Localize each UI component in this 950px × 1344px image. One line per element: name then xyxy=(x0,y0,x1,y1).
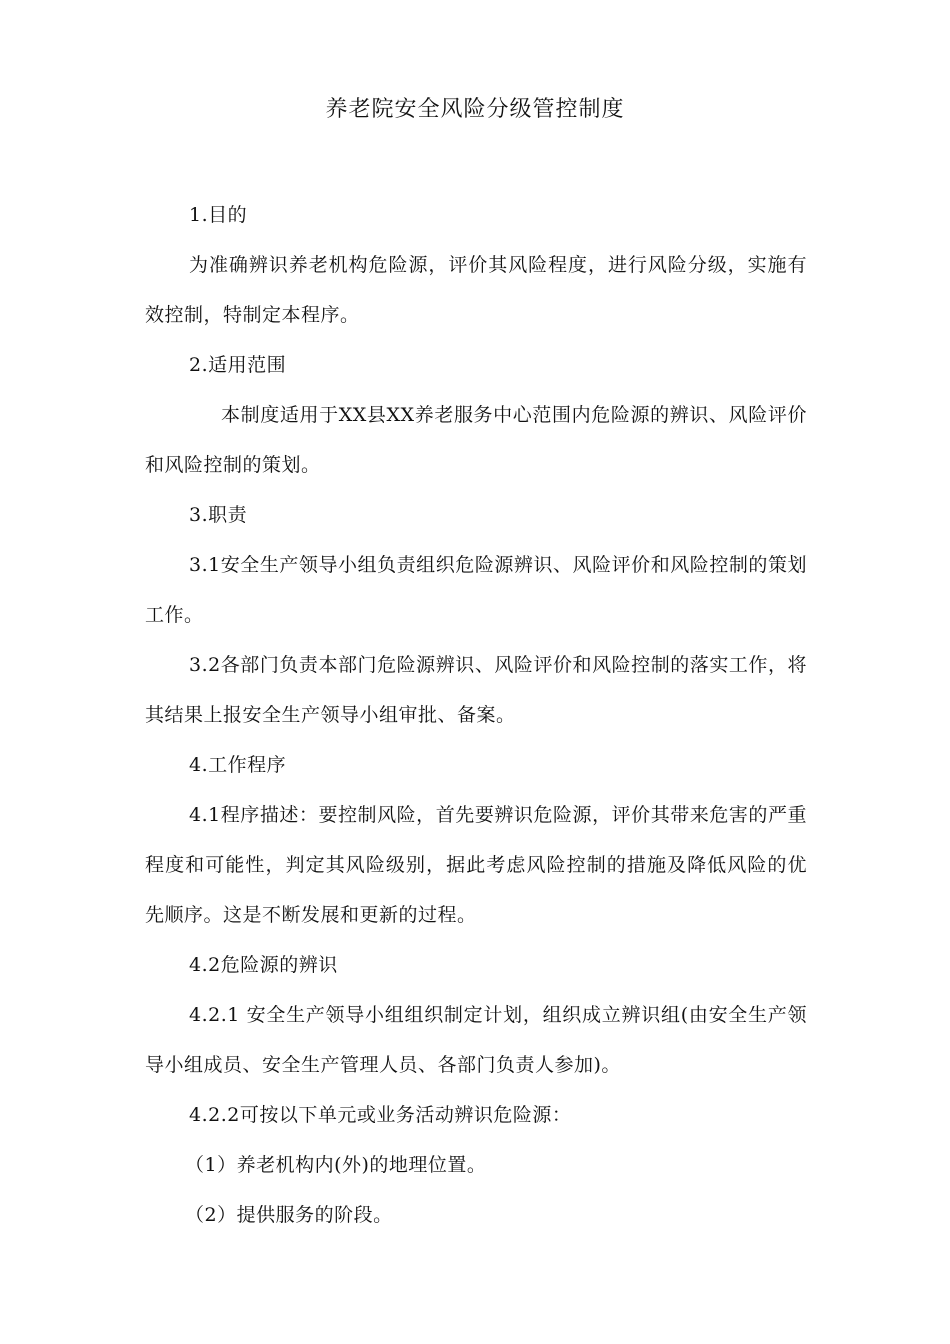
paragraph-4-2-1: 4.2.1 安全生产领导小组组织制定计划，组织成立辨识组(由安全生产领导小组成员、安全生产管理人员、各部门负责人参加)。 xyxy=(145,1004,807,1076)
section-heading-4-2: 4.2危险源的辨识 xyxy=(189,954,338,976)
paragraph-3-1: 3.1安全生产领导小组负责组织危险源辨识、风险评价和风险控制的策划工作。 xyxy=(145,554,807,626)
paragraph-purpose: 为准确辨识养老机构危险源，评价其风险程度，进行风险分级，实施有效控制，特制定本程序。 xyxy=(145,254,807,326)
list-item-1: （1）养老机构内(外)的地理位置。 xyxy=(185,1154,487,1176)
paragraph-scope: 本制度适用于XX县XX养老服务中心范围内危险源的辨识、风险评价和风险控制的策划。 xyxy=(145,404,807,476)
section-heading-scope: 2.适用范围 xyxy=(189,354,287,376)
paragraph-4-1: 4.1程序描述：要控制风险，首先要辨识危险源，评价其带来危害的严重程度和可能性，判定其风险级别，据此考虑风险控制的措施及降低风险的优先顺序。这是不断发展和更新的过程。 xyxy=(145,804,807,926)
section-heading-purpose: 1.目的 xyxy=(189,204,248,226)
document-body xyxy=(145,190,807,1240)
list-item-2: （2）提供服务的阶段。 xyxy=(185,1204,393,1226)
section-heading-responsibilities: 3.职责 xyxy=(189,504,248,526)
paragraph-3-2: 3.2各部门负责本部门危险源辨识、风险评价和风险控制的落实工作，将其结果上报安全生产领导小组审批、备案。 xyxy=(145,654,807,726)
document-title: 养老院安全风险分级管控制度 xyxy=(325,97,625,122)
section-heading-procedure: 4.工作程序 xyxy=(189,754,287,776)
paragraph-4-2-2: 4.2.2可按以下单元或业务活动辨识危险源： xyxy=(189,1104,572,1126)
